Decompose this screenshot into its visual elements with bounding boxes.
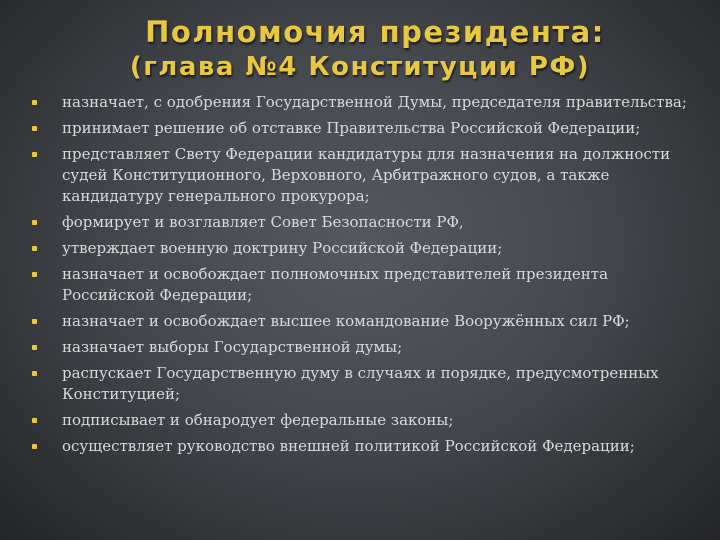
list-item — [30, 337, 690, 358]
list-item — [30, 436, 690, 457]
square-bullet-icon — [32, 272, 37, 277]
powers-list — [30, 92, 690, 462]
list-item — [30, 144, 690, 207]
list-item — [30, 212, 690, 233]
square-bullet-icon — [32, 319, 37, 324]
list-item-text: утверждает военную доктрину Российской Федерации; — [62, 239, 503, 257]
list-item-text: представляет Свету Федерации кандидатуры для назначения на должности судей Конституционного, Верховного, Арбитражного судов, а также кандидатуру генерального прокурора; — [62, 145, 671, 205]
square-bullet-icon — [32, 100, 37, 105]
title-line-1: Полномочия президента: — [145, 15, 605, 49]
square-bullet-icon — [32, 345, 37, 350]
list-item-text: подписывает и обнародует федеральные законы; — [62, 411, 454, 429]
title-line-2: (глава №4 Конституции РФ) — [129, 52, 591, 82]
square-bullet-icon — [32, 418, 37, 423]
list-item-text: формирует и возглавляет Совет Безопасности РФ, — [62, 213, 464, 231]
list-item — [30, 238, 690, 259]
list-item-text: назначает выборы Государственной думы; — [62, 338, 403, 356]
square-bullet-icon — [32, 371, 37, 376]
square-bullet-icon — [32, 220, 37, 225]
square-bullet-icon — [32, 152, 37, 157]
list-item-text: назначает, с одобрения Государственной Думы, председателя правительства; — [62, 93, 687, 111]
list-item-text: осуществляет руководство внешней политикой Российской Федерации; — [62, 437, 635, 455]
square-bullet-icon — [32, 126, 37, 131]
list-item-text: назначает и освобождает высшее командование Вооружённых сил РФ; — [62, 312, 630, 330]
list-item-text: распускает Государственную думу в случаях и порядке, предусмотренных Конституцией; — [62, 364, 659, 403]
slide-title — [0, 14, 720, 84]
square-bullet-icon — [32, 246, 37, 251]
list-item — [30, 363, 690, 405]
list-item — [30, 410, 690, 431]
square-bullet-icon — [32, 444, 37, 449]
list-item — [30, 92, 690, 113]
list-item — [30, 311, 690, 332]
list-item-text: назначает и освобождает полномочных представителей президента Российской Федерации; — [62, 265, 609, 304]
list-item-text: принимает решение об отставке Правительства Российской Федерации; — [62, 119, 641, 137]
list-item — [30, 118, 690, 139]
list-item — [30, 264, 690, 306]
